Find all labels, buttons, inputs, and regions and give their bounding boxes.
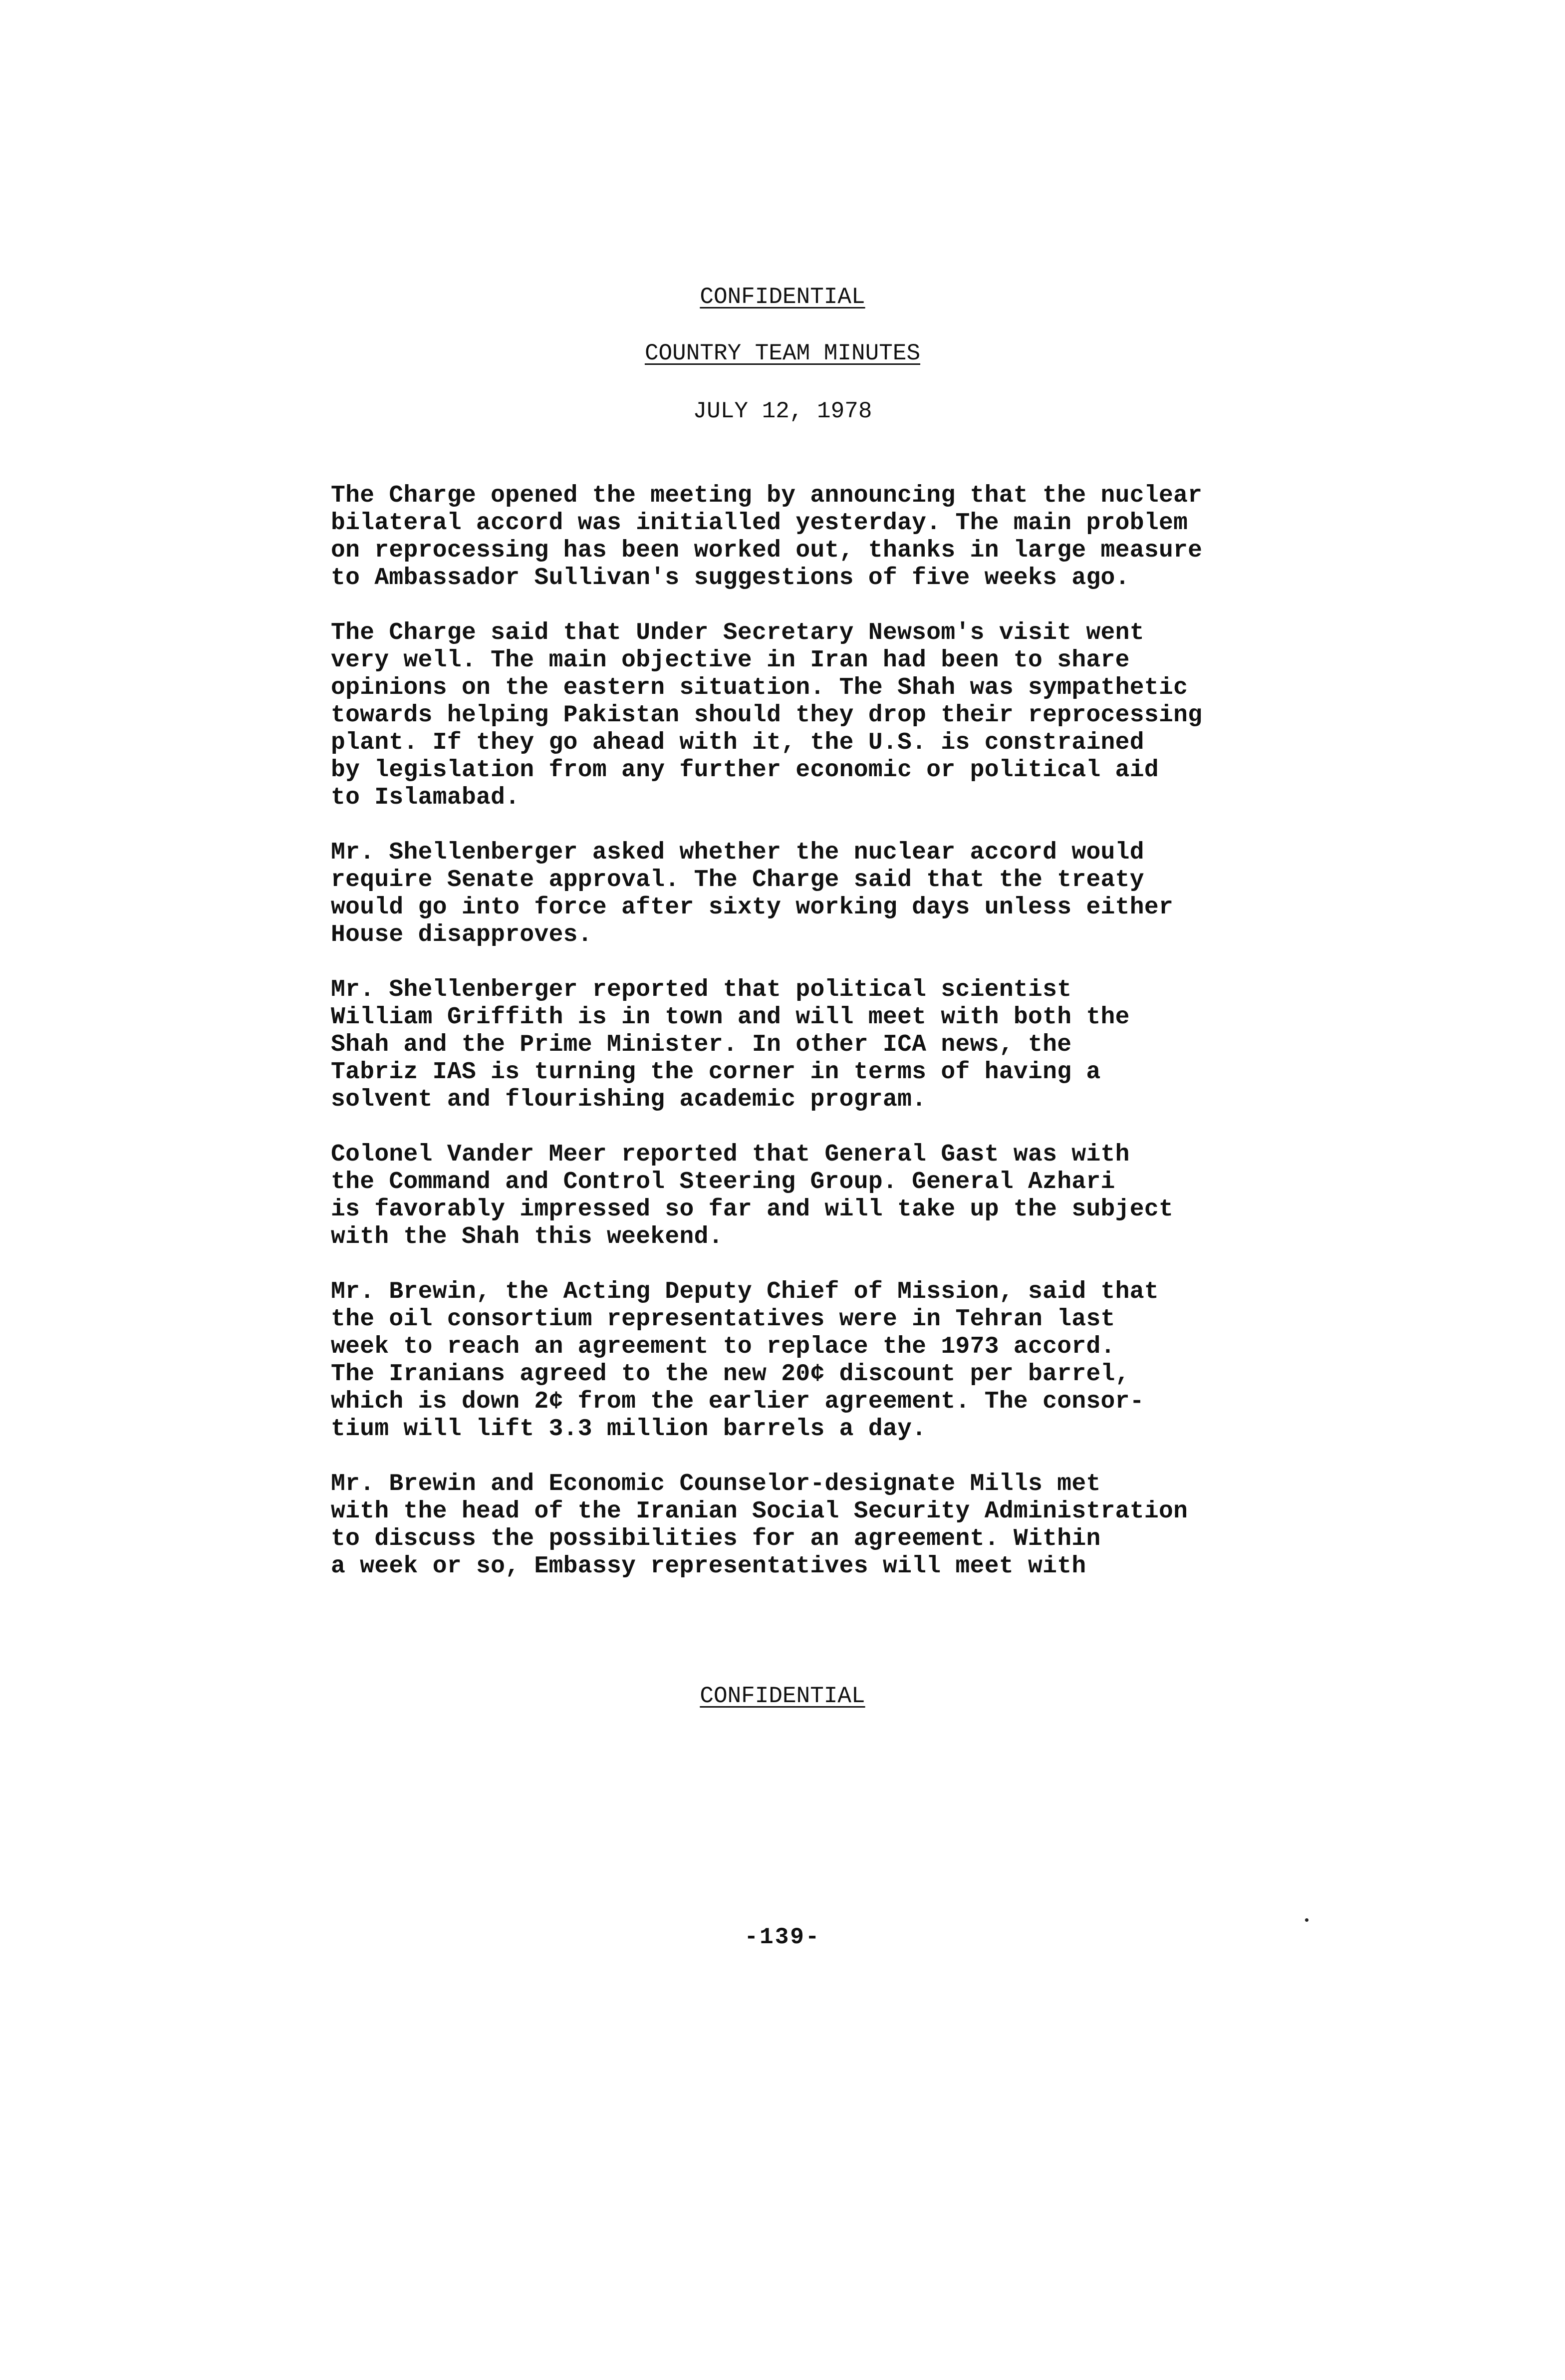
paragraph-steering-group: Colonel Vander Meer reported that General Gast was with the Command and Control Steering Group. General Azhari is favorably impressed so far and will take up the subject with the Shah this weekend. — [331, 1141, 1174, 1250]
document-title: COUNTRY TEAM MINUTES — [644, 340, 921, 366]
page-number: -139- — [744, 1924, 821, 1950]
paragraph-newsom-visit: The Charge said that Under Secretary Newsom's visit went very well. The main objective in Iran had been to share opinions on the eastern situation. The Shah was sympathetic towards helping Pakistan should they drop their reprocessing plant. If they go ahead with it, the U.S. is constrained by legislation from any further economic or political aid to Islamabad. — [331, 619, 1203, 811]
document-date: JULY 12, 1978 — [693, 398, 872, 424]
minutes-body — [331, 482, 1539, 1608]
paragraph-nuclear-accord: The Charge opened the meeting by announcing that the nuclear bilateral accord was initialled yesterday. The main problem on reprocessing has been worked out, thanks in large measure to Ambassador Sullivan's suggestions of five weeks ago. — [331, 482, 1203, 592]
classification-header: CONFIDENTIAL — [700, 284, 865, 310]
classification-footer: CONFIDENTIAL — [700, 1683, 865, 1709]
paragraph-senate-approval: Mr. Shellenberger asked whether the nuclear accord would require Senate approval. The Charge said that the treaty would go into force after sixty working days unless either House disapproves. — [331, 839, 1174, 948]
paragraph-ica-news: Mr. Shellenberger reported that political scientist William Griffith is in town and will meet with both the Shah and the Prime Minister. In other ICA news, the Tabriz IAS is turning the corner in terms of having a solvent and flourishing academic program. — [331, 976, 1130, 1113]
paragraph-oil-consortium: Mr. Brewin, the Acting Deputy Chief of Mission, said that the oil consortium representatives were in Tehran last week to reach an agreement to replace the 1973 accord. The Iranians agreed to the new 20¢ discount per barrel, which is down 2¢ from the earlier agreement. The consor- tium will lift 3.3 million barrels a day. — [331, 1278, 1159, 1443]
paragraph-social-security: Mr. Brewin and Economic Counselor-designate Mills met with the head of the Iranian Social Security Administration to discuss the possibilities for an agreement. Within a week or so, Embassy representatives will meet with — [331, 1471, 1188, 1580]
scan-speck — [1305, 1918, 1308, 1922]
